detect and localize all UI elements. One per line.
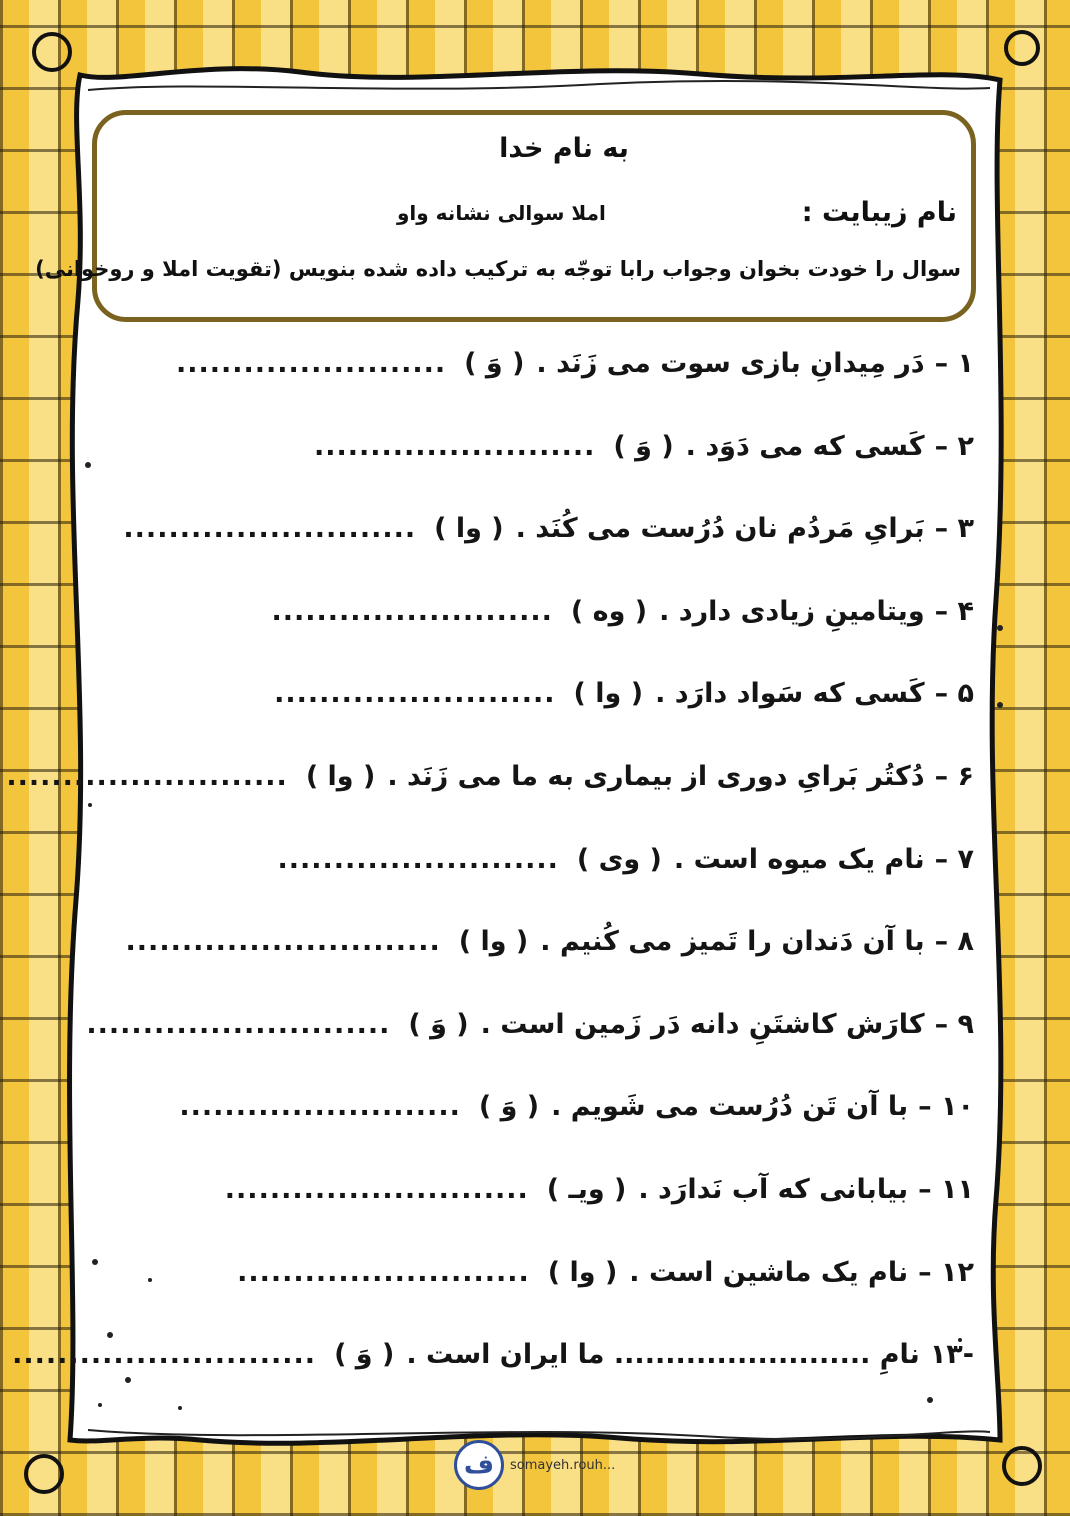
question-number: ۹ – (934, 1008, 974, 1040)
answer-blank[interactable]: ......................... (271, 595, 553, 627)
question-text: دَر مِیدانِ بازی سوت می زَنَد . (536, 348, 925, 379)
question-row (94, 1257, 974, 1340)
corner-curl-icon-br (1004, 1448, 1040, 1484)
question-hint: ( وَ ) (613, 430, 674, 462)
answer-blank[interactable]: ........................ (175, 348, 447, 379)
question-hint: ( ویـ ) (546, 1173, 627, 1205)
question-hint: ( وا ) (305, 760, 376, 792)
instruction-text: سوال را خودت بخوان وجواب رابا توجّه به ترکیب داده شده بنویس (تقویت املا و روخوانی) (35, 257, 961, 281)
question-text: کَسی که سَواد دارَد . (655, 678, 925, 710)
question-number: ۳ – (934, 513, 974, 545)
question-hint: ( وا ) (547, 1256, 618, 1288)
question-row (94, 348, 974, 431)
answer-blank[interactable]: ......................... (277, 843, 559, 875)
question-hint: ( وه ) (570, 595, 648, 627)
worksheet-subtitle: املا سوالی نشانه واو (397, 201, 606, 225)
question-text: نام یک میوه است . (673, 843, 925, 875)
question-number: ۱۱ – (918, 1173, 974, 1205)
corner-curl-icon-tr (1006, 32, 1038, 64)
answer-blank[interactable]: .......................... (237, 1256, 530, 1288)
answer-blank[interactable]: ......................... (179, 1091, 461, 1123)
question-hint: ( وَ ) (478, 1091, 540, 1123)
question-number: ۸ – (934, 926, 974, 958)
question-hint: ( وَ ) (334, 1339, 395, 1371)
question-hint: ( وَ ) (464, 348, 525, 379)
answer-blank[interactable]: ........................... (12, 1339, 317, 1371)
answer-blank[interactable]: .......................... (123, 513, 417, 545)
question-text: بَرایِ مَردُم نان دُرُست می کُنَد . (515, 513, 925, 545)
name-label: نام زیبایت : (801, 197, 957, 228)
watermark-text: somayeh.rouh... (510, 1458, 616, 1473)
corner-curl-icon-bl (26, 1456, 62, 1492)
question-hint: ( وی ) (576, 843, 662, 875)
question-text: کارَش کاشتَنِ دانه دَر زَمین است . (480, 1008, 925, 1040)
question-row (94, 596, 974, 679)
header-box (35, 110, 976, 322)
question-hint: ( وَ ) (408, 1008, 469, 1040)
question-row (94, 926, 974, 1009)
question-number: ۵ – (934, 678, 974, 710)
question-hint: ( وا ) (434, 513, 504, 545)
question-hint: ( وا ) (573, 678, 644, 710)
answer-blank[interactable]: ........................... (224, 1173, 529, 1205)
question-row (94, 431, 974, 514)
question-text: ویتامینِ زیادی دارد . (659, 595, 925, 627)
page-title: به نام خدا (499, 133, 629, 164)
question-text: با آن دَندان را تَمیز می کُنیم . (540, 926, 925, 958)
question-text: با آن تَن دُرُست می شَویم . (551, 1091, 909, 1123)
question-number: ۴ – (934, 595, 974, 627)
question-hint: ( وا ) (458, 926, 529, 958)
question-text: بیابانی که آب نَدارَد . (638, 1173, 909, 1205)
question-row (94, 844, 974, 927)
question-number: ۶ – (934, 760, 974, 792)
question-number: ۱ – (934, 348, 974, 379)
answer-blank[interactable]: ......................... (274, 678, 556, 710)
answer-blank[interactable]: ........................... (86, 1008, 391, 1040)
question-row (94, 513, 974, 596)
answer-blank[interactable]: ......................... (6, 760, 288, 792)
question-text: نام یک ماشین است . (629, 1256, 909, 1288)
logo-mark-icon: ف (454, 1440, 504, 1490)
question-row (94, 678, 974, 761)
question-number: ۲ – (934, 430, 974, 462)
question-text: دُکتُر بَرایِ دوری از بیماری به ما می زَنَد . (387, 760, 925, 792)
question-list (6, 348, 974, 1422)
question-row (86, 1008, 974, 1092)
question-row (6, 760, 974, 844)
corner-curl-icon-tl (34, 34, 70, 70)
question-row (12, 1339, 974, 1422)
footer-logo (454, 1440, 634, 1500)
question-row (94, 1174, 974, 1257)
question-number: -۱۳ (929, 1339, 974, 1371)
question-text: کَسی که می دَوَد . (685, 430, 925, 462)
question-number: ۱۲ – (918, 1256, 974, 1288)
question-row (94, 1091, 974, 1174)
question-number: ۱۰ – (918, 1091, 974, 1123)
answer-blank[interactable]: ......................... (313, 430, 596, 462)
question-text: نامِ ......................... ما ایران است . (406, 1339, 920, 1371)
question-number: ۷ – (934, 843, 974, 875)
answer-blank[interactable]: ............................ (125, 926, 441, 958)
